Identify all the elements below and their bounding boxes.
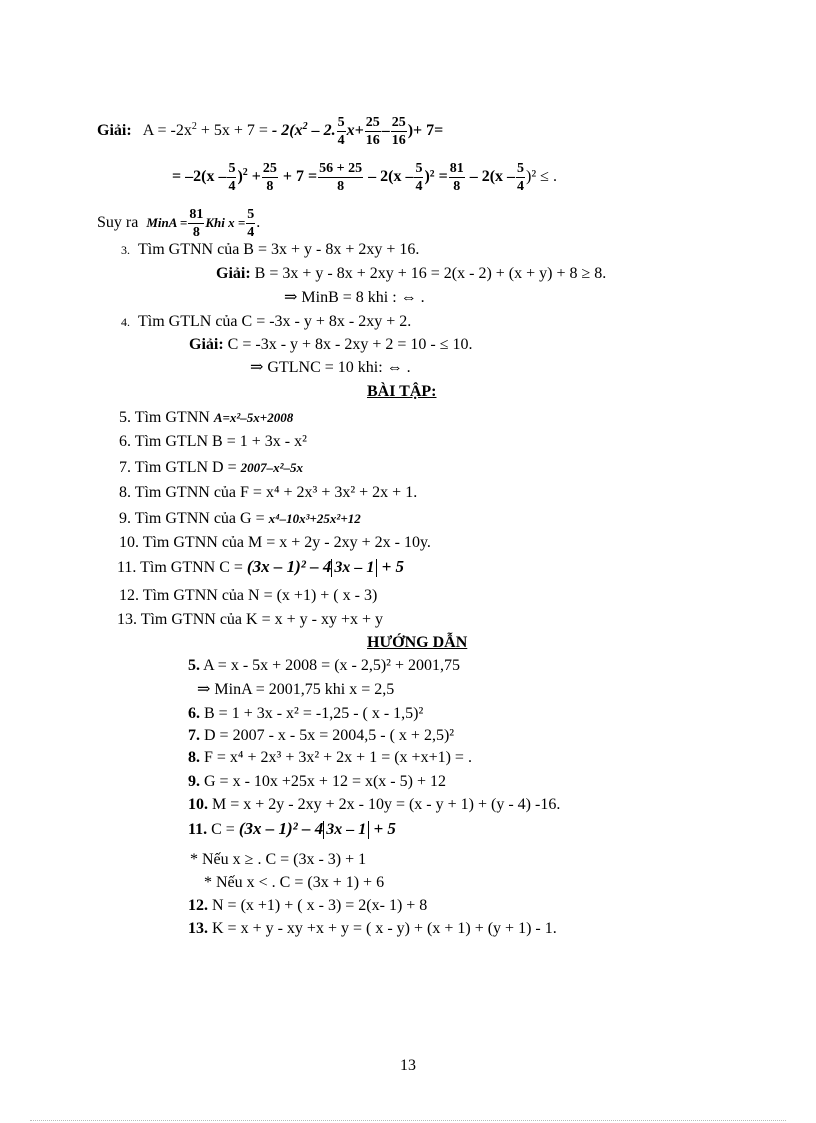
exercise-12: 12. Tìm GTNN của N = (x +1) + ( x - 3): [119, 587, 378, 604]
fraction-81-8: $\frac{81}{8}$: [449, 161, 464, 194]
exercise-11: 11. Tìm GTNN C = (3x – 1)² – 4 3x – 1 + 5: [117, 557, 405, 577]
fraction-25-16: $\frac{25}{16}$: [365, 115, 380, 148]
hint-7: 7. D = 2007 - x - 5x = 2004,5 - ( x + 2,5)²: [188, 727, 455, 744]
hint-13: 13. K = x + y - xy +x + y = ( x - y) + (x + 1) + (y + 1) - 1.: [188, 920, 557, 937]
fraction-25-8: $\frac{25}{8}$: [262, 161, 277, 194]
hint-11-case-1: * Nếu x ≥ . C = (3x - 3) + 1: [190, 851, 367, 868]
hint-5-conclusion: ⇒ MinA = 2001,75 khi x = 2,5: [197, 681, 395, 698]
fraction-5-4: $\frac{5}{4}$: [337, 115, 345, 148]
solution-line-1: Giải: $A = -2x^2 + 5x + 7$ = - $2(x^2 - 2$. $\frac{5}{4}$ x+ $\frac{25}{16}$ – $\frac{25}{16}$ )+ 7=: [97, 115, 444, 148]
exercise-5: 5. Tìm GTNN A=x²–5x+2008: [119, 409, 294, 426]
hint-11: 11. C = (3x – 1)² – 4 3x – 1 + 5: [188, 819, 396, 839]
hint-8: 8. F = x⁴ + 2x³ + 3x² + 2x + 1 = (x +x+1) = .: [188, 749, 472, 766]
fraction-5-4-f: $\frac{5}{4}$: [247, 207, 255, 240]
fraction-56p25-8: $\frac{56 + 25}{8}$: [319, 161, 363, 194]
solution-3-conclusion: ⇒ MinB = 8 khi : ⇔ .: [284, 289, 425, 306]
exercise-10: 10. Tìm GTNN của M = x + 2y - 2xy + 2x - 10y.: [119, 534, 431, 551]
hint-6: 6. B = 1 + 3x - x² = -1,25 - ( x - 1,5)²: [188, 705, 424, 722]
fraction-81-8-b: $\frac{81}{8}$: [189, 207, 204, 240]
suy-ra-line: Suy ra MinA = $\frac{81}{8}$ Khi x = $\frac{5}{4}$ .: [97, 207, 261, 240]
exercise-8: 8. Tìm GTNN của F = x⁴ + 2x³ + 3x² + 2x + 1.: [119, 484, 418, 501]
solution-3: Giải: B = 3x + y - 8x + 2xy + 16 = 2(x - 2) + (x + y) + 8 ≥ 8.: [216, 265, 607, 282]
page-number: 13: [400, 1057, 416, 1074]
solution-label: Giải:: [97, 122, 132, 140]
hint-10: 10. M = x + 2y - 2xy + 2x - 10y = (x - y + 1) + (y - 4) -16.: [188, 796, 561, 813]
problem-3: 3. Tìm GTNN của B = 3x + y - 8x + 2xy + 16.: [121, 241, 420, 258]
hint-5: 5. A = x - 5x + 2008 = (x - 2,5)² + 2001,75: [188, 657, 460, 674]
exercise-9: 9. Tìm GTNN của G = x⁴–10x³+25x²+12: [119, 510, 361, 527]
fraction-5-4-d: $\frac{5}{4}$: [415, 161, 423, 194]
solution-4-conclusion: ⇒ GTLNC = 10 khi: ⇔ .: [250, 359, 411, 376]
page-bottom-border: [30, 1120, 786, 1121]
fraction-5-4-c: $\frac{5}{4}$: [228, 161, 236, 194]
hint-9: 9. G = x - 10x +25x + 12 = x(x - 5) + 12: [188, 773, 446, 790]
problem-4: 4. Tìm GTLN của C = -3x - y + 8x - 2xy + 2.: [121, 313, 412, 330]
hint-11-case-2: * Nếu x < . C = (3x + 1) + 6: [204, 874, 385, 891]
exercise-7: 7. Tìm GTLN D = 2007–x²–5x: [119, 459, 304, 476]
hint-12: 12. N = (x +1) + ( x - 3) = 2(x- 1) + 8: [188, 897, 428, 914]
exercises-heading: BÀI TẬP:: [367, 383, 437, 400]
hints-heading: HƯỚNG DẪN: [367, 634, 468, 651]
fraction-25-16-b: $\frac{25}{16}$: [391, 115, 406, 148]
solution-line-2: = –2(x – $\frac{5}{4}$ )$^2$ + $\frac{25}{8}$ + 7 = $\frac{56 + 25}{8}$ – 2(x – $\frac{5}{4}$ )² = $\frac{81}{8}$ – 2(x – $\frac{5}{4}$ )² ≤ .: [172, 161, 557, 194]
exercise-13: 13. Tìm GTNN của K = x + y - xy +x + y: [117, 611, 383, 628]
fraction-5-4-e: $\frac{5}{4}$: [517, 161, 525, 194]
exercise-6: 6. Tìm GTLN B = 1 + 3x - x²: [119, 433, 307, 450]
solution-4: Giải: C = -3x - y + 8x - 2xy + 2 = 10 - ≤ 10.: [189, 336, 473, 353]
